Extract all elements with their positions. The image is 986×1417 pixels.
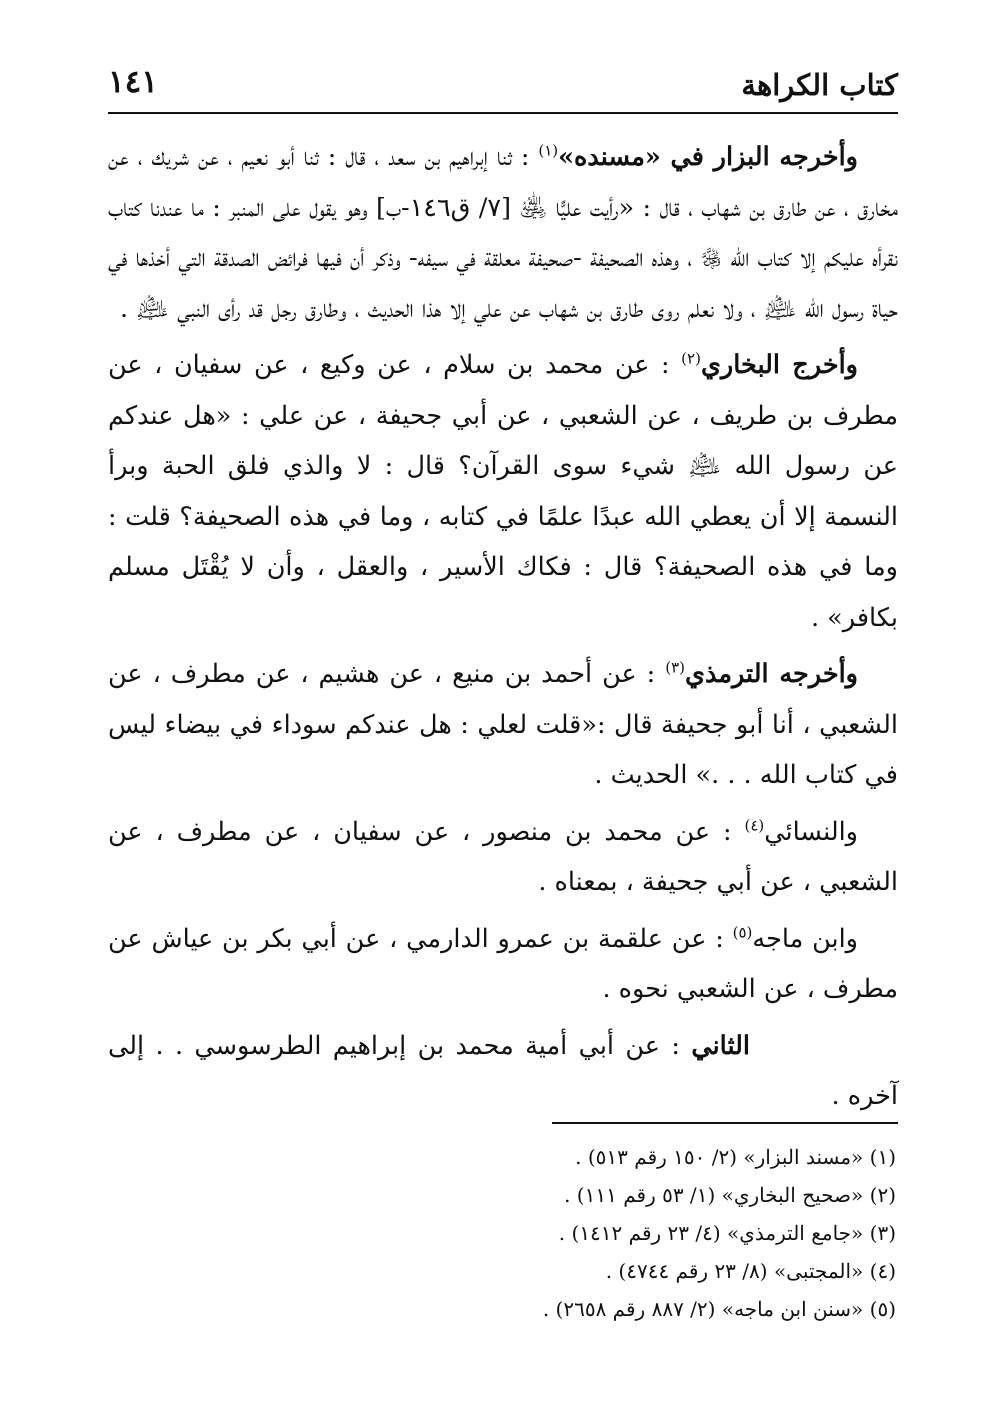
paragraph-text: : عن أحمد بن منيع ، عن هشيم ، عن مطرف ، عن الشعبي ، أنا أبو جحيفة قال :«قلت لعلي : هل عندكم سوداء في بيضاء ليس في كتاب الله . . .» الحديث .: [108, 659, 898, 790]
paragraph-text: : عن أبي أمية محمد بن إبراهيم الطرسوسي . . إلى آخره .: [108, 1030, 898, 1111]
paragraph-bukhari: [108, 340, 898, 643]
footnote-reference: (٥): [732, 923, 753, 941]
paragraph-bazzar: [108, 132, 898, 334]
paragraph-text: : ثنا إبراهيم بن سعد ، قال : ثنا أبو نعيم ، عن شريك ، عن مخارق ، عن طارق بن شهاب ، قال : «رأيت عليًّا ﵁ [٧/ ق١٤٦-ب] وهو يقول على المنبر : ما عندنا كتاب نقرأه عليكم إلا كتاب الله ﷿ ، وهذه الصحيفة -صحيفة معلقة في سيفه- وذكر أن فيها فرائض الصدقة التي أخذها في حياة رسول الله ﵇ ، ولا نعلم روى طارق بن شهاب عن علي إلا هذا الحديث ، وطارق رجل قد رأى النبي ﵇ .: [108, 142, 898, 324]
footnote-item: (٤) «المجتبى» (٨/ ٢٣ رقم ٤٧٤٤) .: [605, 1259, 896, 1283]
footnotes: [108, 1138, 898, 1328]
paragraph-text: : عن علقمة بن عمرو الدارمي ، عن أبي بكر بن عياش عن مطرف ، عن الشعبي نحوه .: [108, 923, 898, 1004]
paragraph-ibn-majah: [108, 914, 898, 1015]
main-text: [108, 132, 898, 1128]
paragraph-lead: وأخرج البخاري: [700, 350, 858, 380]
footnote-reference: (٤): [744, 816, 765, 834]
header-rule: [108, 112, 898, 114]
footnote-reference: (٣): [665, 658, 685, 677]
footnote-reference: (١): [538, 141, 559, 160]
chapter-title: كتاب الكراهة: [741, 68, 898, 102]
footnote-separator: [552, 1122, 898, 1124]
paragraph-lead: وأخرجه البزار في «مسنده»: [558, 142, 858, 172]
paragraph-text: : عن محمد بن منصور ، عن سفيان ، عن مطرف ، عن الشعبي ، عن أبي جحيفة ، بمعناه .: [108, 816, 898, 897]
paragraph-lead: الثاني: [691, 1030, 750, 1061]
paragraph-lead: وأخرجه الترمذي: [684, 659, 858, 689]
page-number: ١٤١: [108, 64, 158, 100]
paragraph-lead: وابن ماجه: [752, 923, 858, 954]
footnote-item: (٢) «صحيح البخاري» (١/ ٥٣ رقم ١١١) .: [564, 1183, 896, 1207]
paragraph-second-chain: [108, 1021, 898, 1122]
paragraph-text: : عن محمد بن سلام ، عن وكيع ، عن سفيان ، عن مطرف بن طريف ، عن الشعبي ، عن أبي جحيفة ، عن علي : «هل عندكم عن رسول الله ﵇ شيء سوى القرآن؟ قال : لا والذي فلق الحبة وبرأ النسمة إلا أن يعطي الله عبدًا علمًا في كتابه ، وما في هذه الصحيفة؟ قلت : وما في هذه الصحيفة؟ قال : فكاك الأسير ، والعقل ، وأن لا يُقْتَل مسلم بكافر» .: [108, 350, 898, 633]
footnote-item: (٥) «سنن ابن ماجه» (٢/ ٨٨٧ رقم ٢٦٥٨) .: [542, 1297, 896, 1321]
running-header: [108, 62, 898, 114]
paragraph-tirmidhi: [108, 649, 898, 801]
footnote-item: (١) «مسند البزار» (٢/ ١٥٠ رقم ٥١٣) .: [575, 1145, 896, 1169]
paragraph-nasai: [108, 807, 898, 908]
book-page: [108, 0, 898, 1417]
paragraph-lead: والنسائي: [764, 816, 858, 847]
footnote-reference: (٢): [681, 349, 701, 368]
footnote-item: (٣) «جامع الترمذي» (٤/ ٢٣ رقم ١٤١٢) .: [558, 1221, 896, 1245]
